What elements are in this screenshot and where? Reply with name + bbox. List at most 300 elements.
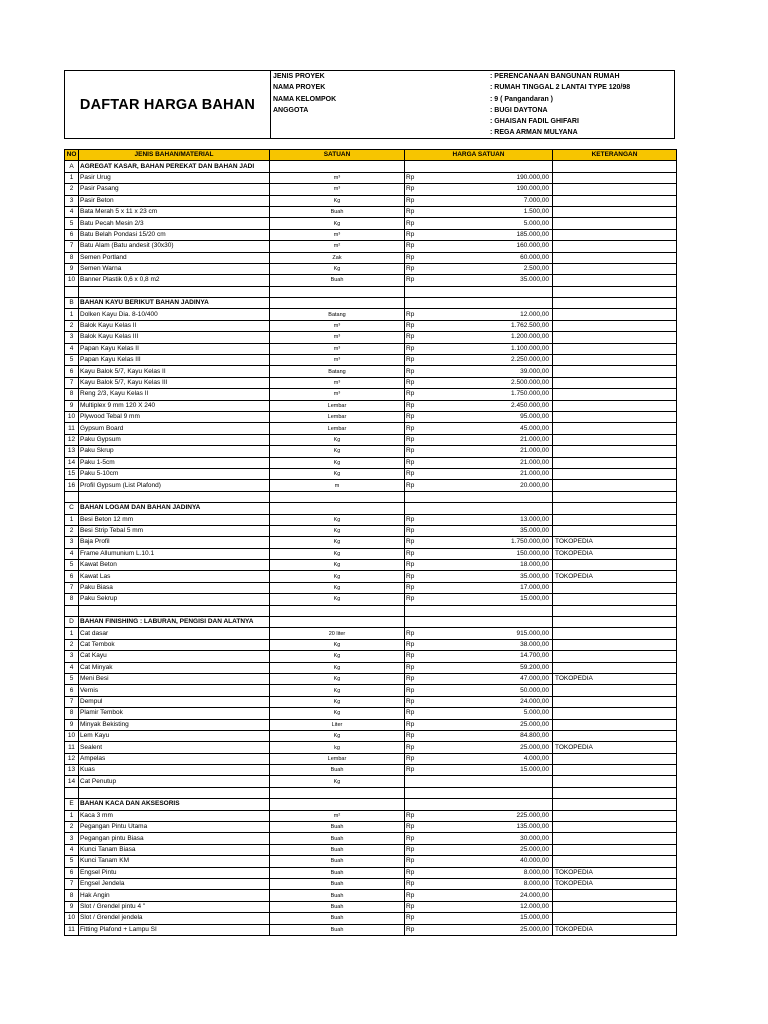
cell-keterangan bbox=[553, 856, 677, 867]
table-row bbox=[65, 628, 677, 639]
cell-keterangan bbox=[553, 628, 677, 639]
cell-keterangan bbox=[553, 708, 677, 719]
cell-no: 3 bbox=[65, 651, 79, 662]
cell-price: 15.000,00 bbox=[422, 594, 553, 605]
table-row bbox=[65, 594, 677, 605]
cell-satuan: Kg bbox=[270, 537, 405, 548]
cell-no bbox=[65, 491, 79, 502]
cell-material: Plamir Tembok bbox=[79, 708, 270, 719]
cell-no: 8 bbox=[65, 252, 79, 263]
cell-price: 60.000,00 bbox=[422, 252, 553, 263]
column-header-harga-satuan: HARGA SATUAN bbox=[405, 150, 553, 161]
cell-material: Baja Profil bbox=[79, 537, 270, 548]
cell-price: 1.500,00 bbox=[422, 206, 553, 217]
cell-material: Cat dasar bbox=[79, 628, 270, 639]
cell-price: 1.750.000,00 bbox=[422, 537, 553, 548]
cell-currency: Rp bbox=[405, 560, 422, 571]
cell-satuan: Lembar bbox=[270, 423, 405, 434]
cell-satuan: m bbox=[270, 480, 405, 491]
cell-currency bbox=[405, 503, 422, 514]
cell-no: 9 bbox=[65, 400, 79, 411]
cell-material: Paku 5-10cm bbox=[79, 468, 270, 479]
cell-satuan: Kg bbox=[270, 708, 405, 719]
table-row bbox=[65, 856, 677, 867]
cell-satuan: 20 liter bbox=[270, 628, 405, 639]
cell-keterangan bbox=[553, 594, 677, 605]
cell-price: 17.000,00 bbox=[422, 582, 553, 593]
cell-no: 2 bbox=[65, 639, 79, 650]
cell-satuan: Lembar bbox=[270, 400, 405, 411]
cell-currency bbox=[405, 617, 422, 628]
cell-satuan: m³ bbox=[270, 355, 405, 366]
cell-currency: Rp bbox=[405, 890, 422, 901]
cell-no: 3 bbox=[65, 195, 79, 206]
cell-keterangan bbox=[553, 286, 677, 297]
cell-price: 2.250.000,00 bbox=[422, 355, 553, 366]
cell-satuan bbox=[270, 491, 405, 502]
cell-material: Besi Strip Tebal 5 mm bbox=[79, 525, 270, 536]
cell-no: 1 bbox=[65, 514, 79, 525]
column-header-keterangan: KETERANGAN bbox=[553, 150, 677, 161]
cell-price: 15.000,00 bbox=[422, 765, 553, 776]
cell-keterangan bbox=[553, 411, 677, 422]
cell-no: 9 bbox=[65, 901, 79, 912]
cell-price: 18.000,00 bbox=[422, 560, 553, 571]
cell-material: Reng 2/3, Kayu Kelas II bbox=[79, 389, 270, 400]
cell-price: 160.000,00 bbox=[422, 241, 553, 252]
cell-currency: Rp bbox=[405, 218, 422, 229]
section-letter: D bbox=[65, 617, 79, 628]
cell-keterangan bbox=[553, 184, 677, 195]
cell-price: 24.000,00 bbox=[422, 890, 553, 901]
section-letter: C bbox=[65, 503, 79, 514]
cell-currency bbox=[405, 298, 422, 309]
cell-price: 20.000,00 bbox=[422, 480, 553, 491]
cell-price: 1.100.000,00 bbox=[422, 343, 553, 354]
table-row bbox=[65, 548, 677, 559]
cell-material: Slot / Grendel pintu 4 " bbox=[79, 901, 270, 912]
cell-keterangan bbox=[553, 730, 677, 741]
cell-satuan: Batang bbox=[270, 309, 405, 320]
cell-keterangan bbox=[553, 172, 677, 183]
cell-keterangan bbox=[553, 491, 677, 502]
cell-keterangan bbox=[553, 787, 677, 798]
cell-keterangan bbox=[553, 685, 677, 696]
table-row bbox=[65, 913, 677, 924]
cell-no: 1 bbox=[65, 810, 79, 821]
cell-currency: Rp bbox=[405, 628, 422, 639]
table-row bbox=[65, 867, 677, 878]
cell-no: 1 bbox=[65, 309, 79, 320]
section-row bbox=[65, 503, 677, 514]
cell-price: 25.000,00 bbox=[422, 924, 553, 935]
cell-keterangan bbox=[553, 263, 677, 274]
cell-no: 3 bbox=[65, 332, 79, 343]
cell-no: 16 bbox=[65, 480, 79, 491]
table-row bbox=[65, 468, 677, 479]
cell-price: 7.000,00 bbox=[422, 195, 553, 206]
cell-currency: Rp bbox=[405, 673, 422, 684]
cell-satuan: Buah bbox=[270, 867, 405, 878]
cell-material: Besi Beton 12 mm bbox=[79, 514, 270, 525]
table-row bbox=[65, 901, 677, 912]
cell-satuan: Kg bbox=[270, 639, 405, 650]
cell-no: 6 bbox=[65, 685, 79, 696]
cell-price bbox=[422, 776, 553, 787]
section-row bbox=[65, 298, 677, 309]
cell-no: 12 bbox=[65, 434, 79, 445]
cell-keterangan: TOKOPEDIA bbox=[553, 867, 677, 878]
cell-price: 2.500,00 bbox=[422, 263, 553, 274]
cell-no: 3 bbox=[65, 833, 79, 844]
cell-satuan: Buah bbox=[270, 879, 405, 890]
cell-currency: Rp bbox=[405, 924, 422, 935]
cell-satuan: Kg bbox=[270, 560, 405, 571]
table-row bbox=[65, 275, 677, 286]
table-row bbox=[65, 890, 677, 901]
cell-no bbox=[65, 286, 79, 297]
cell-keterangan bbox=[553, 560, 677, 571]
section-row bbox=[65, 799, 677, 810]
cell-price bbox=[422, 503, 553, 514]
cell-material: Paku Biasa bbox=[79, 582, 270, 593]
cell-price bbox=[422, 605, 553, 616]
cell-keterangan bbox=[553, 833, 677, 844]
cell-material: Cat Minyak bbox=[79, 662, 270, 673]
cell-keterangan bbox=[553, 320, 677, 331]
cell-currency bbox=[405, 491, 422, 502]
table-row bbox=[65, 742, 677, 753]
cell-satuan: Batang bbox=[270, 366, 405, 377]
info-value-anggota-2: : GHAISAN FADIL GHIFARI bbox=[490, 118, 579, 125]
cell-satuan bbox=[270, 617, 405, 628]
cell-currency: Rp bbox=[405, 537, 422, 548]
cell-price: 21.000,00 bbox=[422, 468, 553, 479]
section-title: BAHAN LOGAM DAN BAHAN JADINYA bbox=[79, 503, 270, 514]
cell-material: Cat Kayu bbox=[79, 651, 270, 662]
table-row bbox=[65, 400, 677, 411]
table-row bbox=[65, 708, 677, 719]
blank-row bbox=[65, 605, 677, 616]
cell-currency: Rp bbox=[405, 651, 422, 662]
cell-currency: Rp bbox=[405, 833, 422, 844]
cell-price: 35.000,00 bbox=[422, 571, 553, 582]
cell-material: Kuas bbox=[79, 765, 270, 776]
cell-currency: Rp bbox=[405, 765, 422, 776]
cell-keterangan: TOKOPEDIA bbox=[553, 673, 677, 684]
cell-satuan: Buah bbox=[270, 890, 405, 901]
table-row bbox=[65, 765, 677, 776]
cell-currency: Rp bbox=[405, 742, 422, 753]
cell-satuan: Buah bbox=[270, 856, 405, 867]
cell-material: Engsel Jendela bbox=[79, 879, 270, 890]
cell-price: 135.000,00 bbox=[422, 822, 553, 833]
table-row bbox=[65, 206, 677, 217]
cell-material: Engsel Pintu bbox=[79, 867, 270, 878]
cell-currency bbox=[405, 776, 422, 787]
cell-material: Papan Kayu Kelas II bbox=[79, 343, 270, 354]
cell-keterangan bbox=[553, 913, 677, 924]
cell-price: 25.000,00 bbox=[422, 742, 553, 753]
cell-satuan: m³ bbox=[270, 320, 405, 331]
cell-satuan: Kg bbox=[270, 457, 405, 468]
cell-currency: Rp bbox=[405, 571, 422, 582]
cell-currency: Rp bbox=[405, 377, 422, 388]
cell-keterangan bbox=[553, 229, 677, 240]
cell-currency: Rp bbox=[405, 913, 422, 924]
cell-material: Lem Kayu bbox=[79, 730, 270, 741]
cell-currency: Rp bbox=[405, 844, 422, 855]
cell-no: 10 bbox=[65, 913, 79, 924]
section-letter: B bbox=[65, 298, 79, 309]
cell-price: 84.800,00 bbox=[422, 730, 553, 741]
cell-material: Vernis bbox=[79, 685, 270, 696]
cell-no: 2 bbox=[65, 525, 79, 536]
cell-currency: Rp bbox=[405, 389, 422, 400]
cell-material: Pegangan pintu Biasa bbox=[79, 833, 270, 844]
table-row bbox=[65, 525, 677, 536]
cell-price: 8.000,00 bbox=[422, 867, 553, 878]
cell-no: 1 bbox=[65, 172, 79, 183]
header-divider bbox=[270, 71, 271, 138]
cell-material: Semen Warna bbox=[79, 263, 270, 274]
cell-material: Paku Gypsum bbox=[79, 434, 270, 445]
cell-satuan: m³ bbox=[270, 343, 405, 354]
cell-satuan: Kg bbox=[270, 218, 405, 229]
cell-satuan bbox=[270, 605, 405, 616]
cell-keterangan bbox=[553, 332, 677, 343]
table-row bbox=[65, 332, 677, 343]
cell-no: 4 bbox=[65, 844, 79, 855]
cell-keterangan bbox=[553, 525, 677, 536]
info-value-anggota-3: : REGA ARMAN MULYANA bbox=[490, 129, 578, 136]
table-row bbox=[65, 172, 677, 183]
cell-keterangan bbox=[553, 582, 677, 593]
table-row bbox=[65, 320, 677, 331]
section-title: AGREGAT KASAR, BAHAN PEREKAT DAN BAHAN JADI bbox=[79, 161, 270, 172]
cell-satuan: Kg bbox=[270, 263, 405, 274]
table-row bbox=[65, 229, 677, 240]
table-row bbox=[65, 639, 677, 650]
cell-price: 12.000,00 bbox=[422, 901, 553, 912]
cell-no: 5 bbox=[65, 218, 79, 229]
cell-currency: Rp bbox=[405, 252, 422, 263]
cell-currency: Rp bbox=[405, 275, 422, 286]
cell-currency: Rp bbox=[405, 241, 422, 252]
cell-material: Balok Kayu Kelas II bbox=[79, 320, 270, 331]
cell-no: 2 bbox=[65, 320, 79, 331]
cell-currency: Rp bbox=[405, 366, 422, 377]
cell-material: Pasir Urug bbox=[79, 172, 270, 183]
cell-material: Batu Pecah Mesin 2/3 bbox=[79, 218, 270, 229]
table-row bbox=[65, 810, 677, 821]
cell-no: 1 bbox=[65, 628, 79, 639]
cell-satuan: Kg bbox=[270, 514, 405, 525]
cell-price: 5.000,00 bbox=[422, 708, 553, 719]
cell-no: 13 bbox=[65, 765, 79, 776]
cell-material: Cat Tembok bbox=[79, 639, 270, 650]
cell-satuan: Kg bbox=[270, 582, 405, 593]
cell-currency: Rp bbox=[405, 172, 422, 183]
cell-keterangan bbox=[553, 309, 677, 320]
cell-price: 40.000,00 bbox=[422, 856, 553, 867]
cell-no: 6 bbox=[65, 366, 79, 377]
cell-no: 8 bbox=[65, 708, 79, 719]
cell-material: Pegangan Pintu Utama bbox=[79, 822, 270, 833]
table-row bbox=[65, 776, 677, 787]
cell-no: 7 bbox=[65, 241, 79, 252]
cell-satuan: Zak bbox=[270, 252, 405, 263]
cell-no: 8 bbox=[65, 389, 79, 400]
table-row bbox=[65, 366, 677, 377]
cell-no bbox=[65, 605, 79, 616]
cell-satuan bbox=[270, 161, 405, 172]
cell-no: 7 bbox=[65, 582, 79, 593]
cell-satuan: Kg bbox=[270, 468, 405, 479]
table-row bbox=[65, 560, 677, 571]
cell-material: Kunci Tanam KM bbox=[79, 856, 270, 867]
cell-currency: Rp bbox=[405, 639, 422, 650]
cell-price: 15.000,00 bbox=[422, 913, 553, 924]
cell-keterangan bbox=[553, 206, 677, 217]
cell-no: 13 bbox=[65, 446, 79, 457]
cell-price bbox=[422, 161, 553, 172]
table-row bbox=[65, 571, 677, 582]
cell-currency: Rp bbox=[405, 309, 422, 320]
cell-price: 39.000,00 bbox=[422, 366, 553, 377]
cell-currency: Rp bbox=[405, 879, 422, 890]
cell-keterangan bbox=[553, 355, 677, 366]
cell-keterangan bbox=[553, 434, 677, 445]
cell-price: 47.000,00 bbox=[422, 673, 553, 684]
table-row bbox=[65, 252, 677, 263]
cell-no: 10 bbox=[65, 730, 79, 741]
cell-no: 14 bbox=[65, 776, 79, 787]
table-row bbox=[65, 673, 677, 684]
section-row bbox=[65, 617, 677, 628]
cell-no: 10 bbox=[65, 275, 79, 286]
cell-no: 2 bbox=[65, 822, 79, 833]
cell-material: Semen Portland bbox=[79, 252, 270, 263]
cell-no: 12 bbox=[65, 753, 79, 764]
table-row bbox=[65, 457, 677, 468]
table-row bbox=[65, 434, 677, 445]
cell-no: 4 bbox=[65, 343, 79, 354]
cell-material: Slot / Grendel jendela bbox=[79, 913, 270, 924]
document-header bbox=[64, 70, 675, 139]
cell-price: 25.000,00 bbox=[422, 844, 553, 855]
info-value-nama-proyek: : RUMAH TINGGAL 2 LANTAI TYPE 120/98 bbox=[490, 84, 631, 91]
cell-satuan: m³ bbox=[270, 332, 405, 343]
cell-currency bbox=[405, 161, 422, 172]
info-value-anggota-1: : BUGI DAYTONA bbox=[490, 107, 548, 114]
cell-material: Cat Penutup bbox=[79, 776, 270, 787]
cell-material: Sealent bbox=[79, 742, 270, 753]
cell-currency: Rp bbox=[405, 525, 422, 536]
cell-keterangan bbox=[553, 241, 677, 252]
cell-satuan: m³ bbox=[270, 377, 405, 388]
blank-row bbox=[65, 787, 677, 798]
cell-keterangan bbox=[553, 366, 677, 377]
cell-satuan: Buah bbox=[270, 924, 405, 935]
column-header-no: NO bbox=[65, 150, 79, 161]
cell-material: Fitting Plafond + Lampu SI bbox=[79, 924, 270, 935]
cell-currency: Rp bbox=[405, 685, 422, 696]
table-row bbox=[65, 423, 677, 434]
cell-price: 45.000,00 bbox=[422, 423, 553, 434]
cell-keterangan bbox=[553, 343, 677, 354]
cell-material bbox=[79, 491, 270, 502]
cell-satuan bbox=[270, 787, 405, 798]
cell-price: 190.000,00 bbox=[422, 172, 553, 183]
cell-keterangan: TOKOPEDIA bbox=[553, 879, 677, 890]
cell-material: Dempul bbox=[79, 696, 270, 707]
cell-currency: Rp bbox=[405, 457, 422, 468]
cell-price: 24.000,00 bbox=[422, 696, 553, 707]
cell-satuan: Kg bbox=[270, 730, 405, 741]
cell-no: 6 bbox=[65, 229, 79, 240]
table-row bbox=[65, 411, 677, 422]
cell-satuan bbox=[270, 298, 405, 309]
cell-currency: Rp bbox=[405, 514, 422, 525]
table-row bbox=[65, 343, 677, 354]
column-header-material: JENIS BAHAN/MATERIAL bbox=[79, 150, 270, 161]
table-row bbox=[65, 446, 677, 457]
cell-currency: Rp bbox=[405, 468, 422, 479]
cell-price bbox=[422, 286, 553, 297]
cell-price: 13.000,00 bbox=[422, 514, 553, 525]
section-title: BAHAN KACA DAN AKSESORIS bbox=[79, 799, 270, 810]
cell-currency: Rp bbox=[405, 810, 422, 821]
cell-currency: Rp bbox=[405, 195, 422, 206]
cell-no: 11 bbox=[65, 924, 79, 935]
cell-price bbox=[422, 799, 553, 810]
cell-no: 5 bbox=[65, 355, 79, 366]
cell-satuan: Buah bbox=[270, 833, 405, 844]
table-row bbox=[65, 833, 677, 844]
cell-satuan: Kg bbox=[270, 685, 405, 696]
table-row bbox=[65, 309, 677, 320]
cell-keterangan bbox=[553, 218, 677, 229]
cell-currency: Rp bbox=[405, 184, 422, 195]
cell-keterangan bbox=[553, 639, 677, 650]
cell-currency: Rp bbox=[405, 411, 422, 422]
cell-keterangan bbox=[553, 822, 677, 833]
cell-price: 1.750.000,00 bbox=[422, 389, 553, 400]
table-row bbox=[65, 822, 677, 833]
cell-satuan: Lembar bbox=[270, 411, 405, 422]
cell-price: 2.450.000,00 bbox=[422, 400, 553, 411]
cell-no: 4 bbox=[65, 548, 79, 559]
cell-no: 5 bbox=[65, 673, 79, 684]
cell-material: Batu Belah Pondasi 15/20 cm bbox=[79, 229, 270, 240]
table-row bbox=[65, 514, 677, 525]
cell-price: 12.000,00 bbox=[422, 309, 553, 320]
cell-no: 15 bbox=[65, 468, 79, 479]
table-row bbox=[65, 696, 677, 707]
table-row bbox=[65, 924, 677, 935]
cell-material: Plywood Tebal 9 mm bbox=[79, 411, 270, 422]
cell-satuan: Kg bbox=[270, 673, 405, 684]
price-table bbox=[64, 149, 677, 936]
cell-currency: Rp bbox=[405, 400, 422, 411]
cell-material: Balok Kayu Kelas III bbox=[79, 332, 270, 343]
cell-material: Kaca 3 mm bbox=[79, 810, 270, 821]
cell-price bbox=[422, 491, 553, 502]
cell-material bbox=[79, 787, 270, 798]
cell-material: Kunci Tanam Biasa bbox=[79, 844, 270, 855]
cell-satuan: Kg bbox=[270, 594, 405, 605]
